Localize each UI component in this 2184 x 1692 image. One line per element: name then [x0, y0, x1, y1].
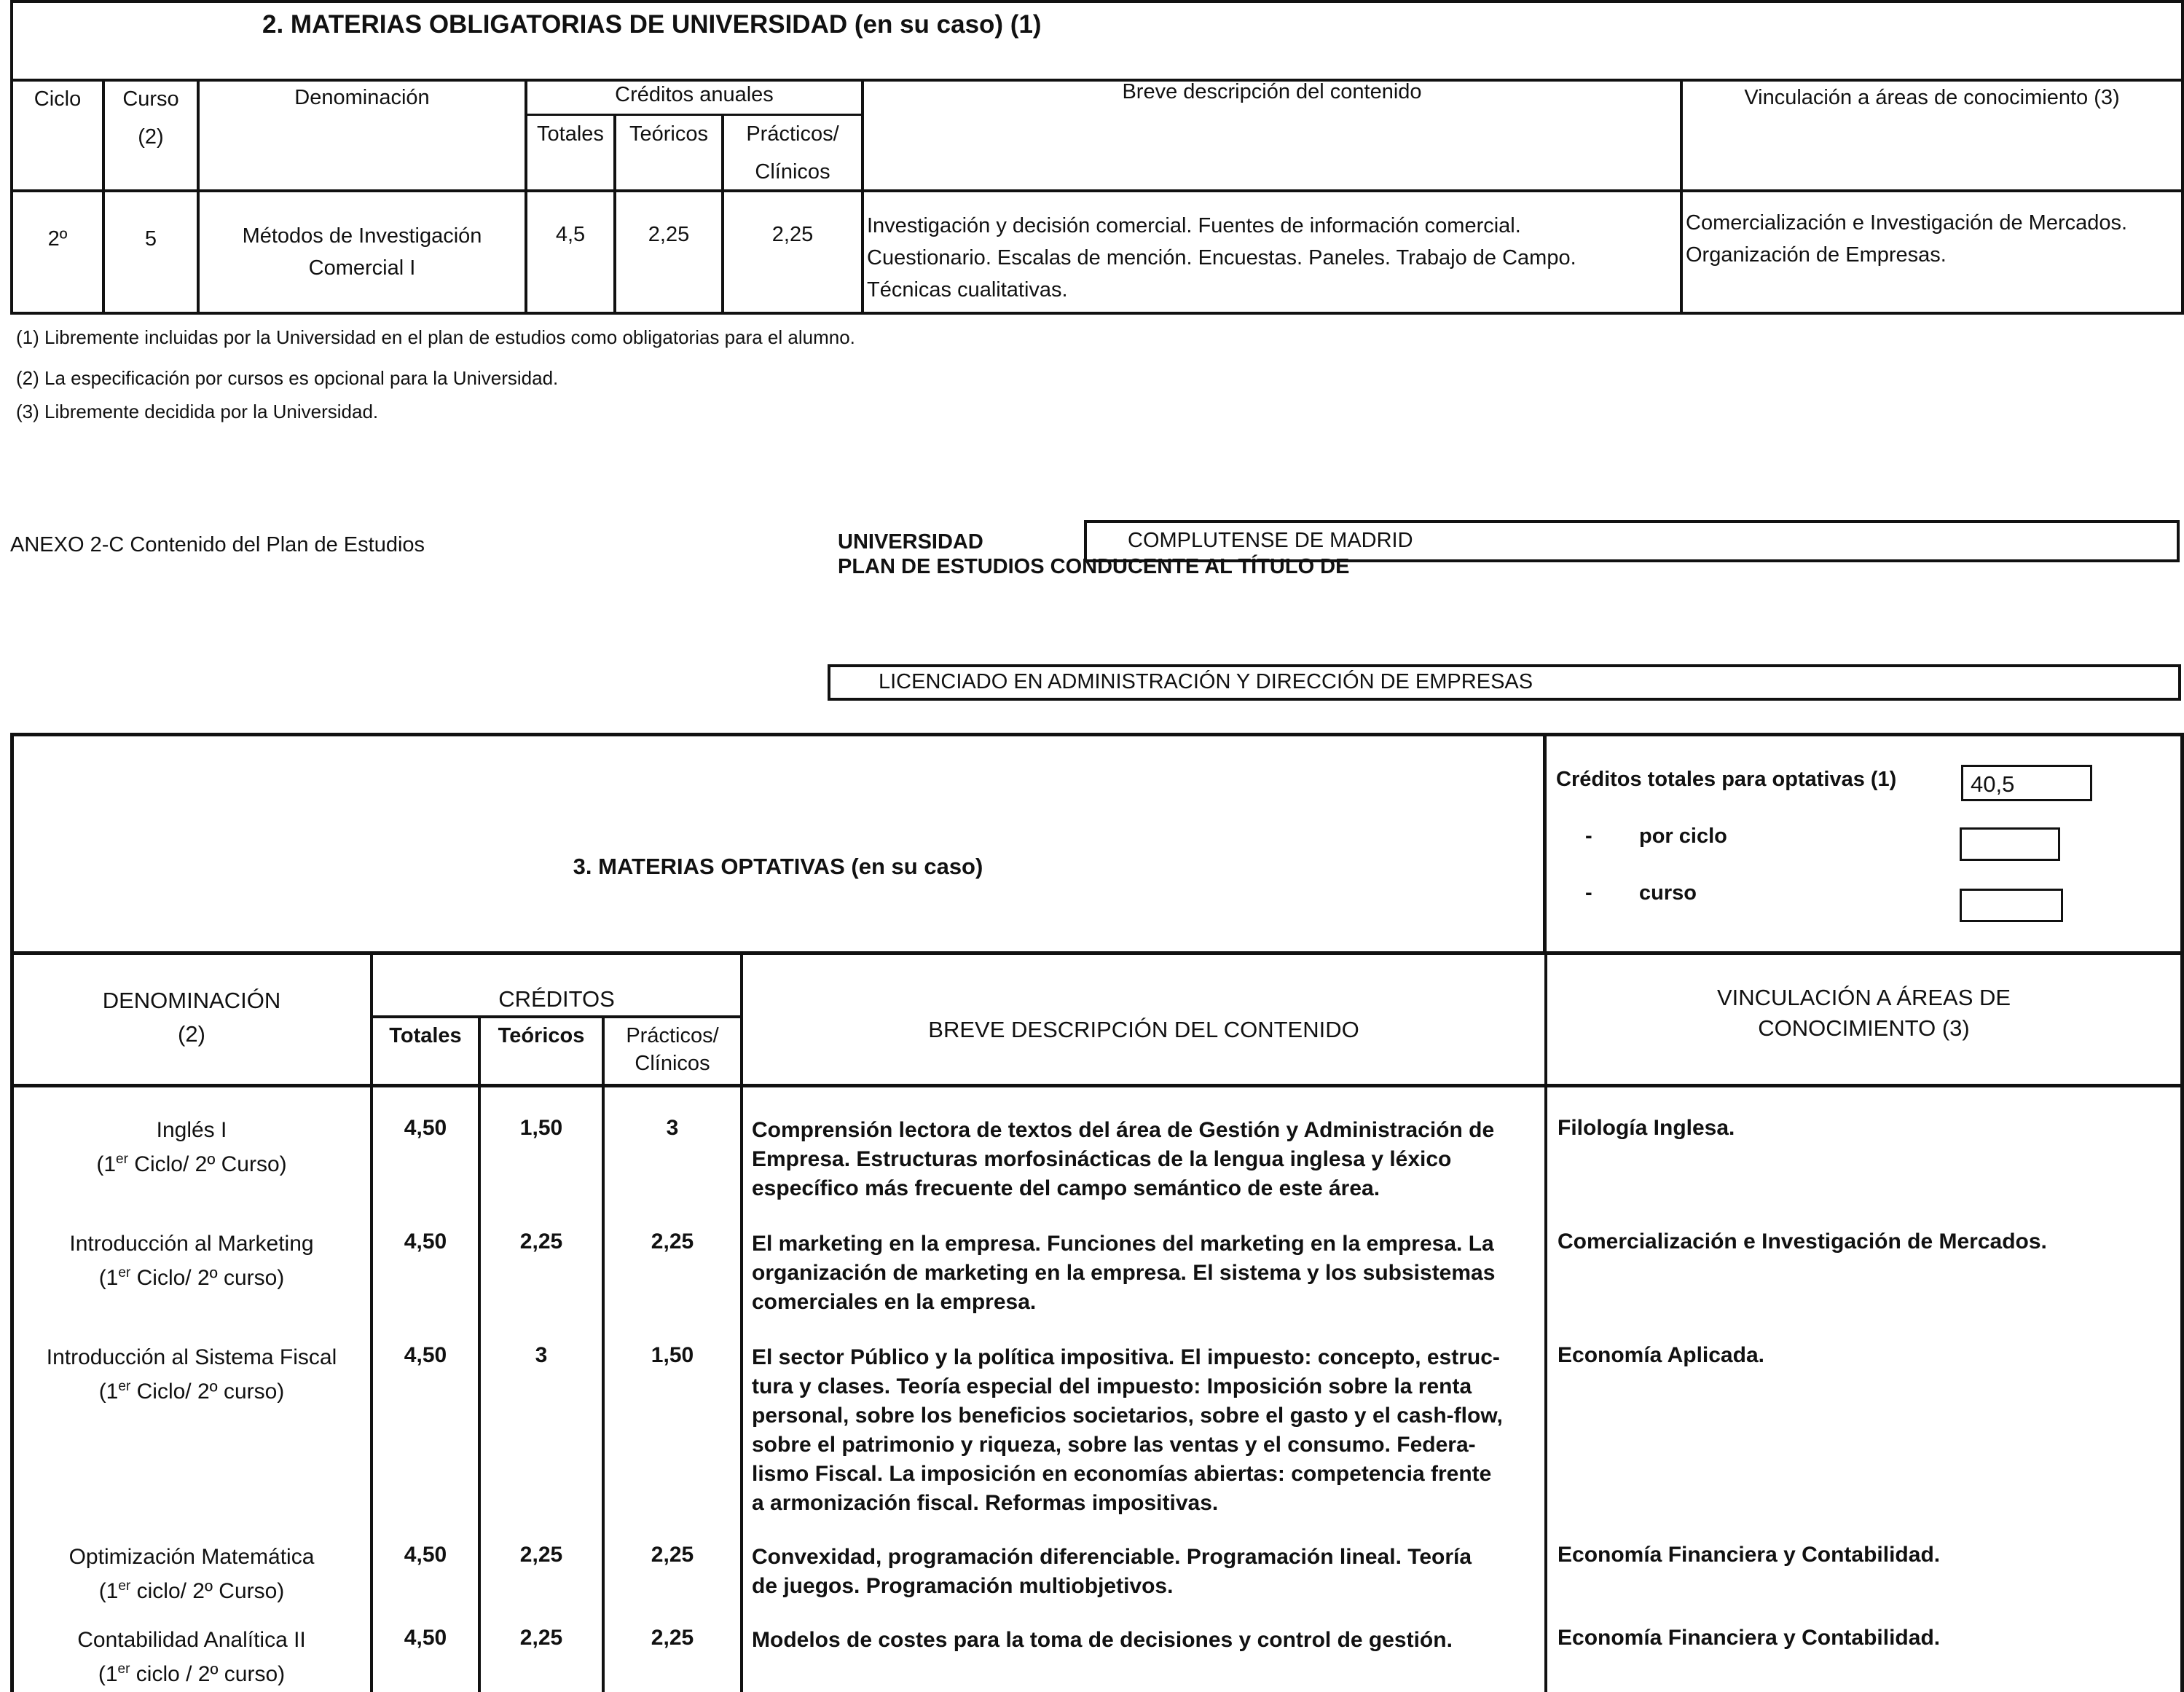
- col-descripcion-header: Breve descripción del contenido: [1122, 80, 1422, 103]
- row-area-1: Comercialización e Investigación de Mercados.: [1686, 211, 2128, 235]
- section2-title: 2. MATERIAS OBLIGATORIAS DE UNIVERSIDAD (en su caso) (1): [262, 10, 1042, 39]
- plan-label: PLAN DE ESTUDIOS CONDUCENTE AL TÍTULO DE: [838, 555, 1350, 578]
- col-practicos-header-2: Clínicos: [635, 1052, 710, 1075]
- row-subtitle: [13, 1572, 370, 1606]
- row-subtitle-sup: er: [117, 1661, 130, 1677]
- row-subtitle-sup: er: [118, 1578, 131, 1594]
- col-curso-note: (2): [138, 125, 164, 149]
- col-descripcion-header: BREVE DESCRIPCIÓN DEL CONTENIDO: [928, 1017, 1359, 1042]
- row-name: Introducción al Sistema Fiscal: [46, 1345, 337, 1369]
- col-vinculacion-header-2: CONOCIMIENTO (3): [1758, 1015, 1970, 1041]
- row-desc-line: Empresa. Estructuras morfosinácticas de la lengua inglesa y léxico: [752, 1147, 1452, 1171]
- col-vinculacion-header: VINCULACIÓN A ÁREAS DE: [1716, 985, 2011, 1010]
- row-subtitle-sup: er: [116, 1152, 128, 1167]
- row-subtitle-post: Ciclo/ 2º Curso): [127, 1152, 287, 1176]
- row-ciclo: 2º: [47, 227, 68, 251]
- row-area: Comercialización e Investigación de Mercados.: [1558, 1229, 2047, 1254]
- col-curso-header: Curso: [122, 87, 179, 111]
- row-desc-line: de juegos. Programación multiobjetivos.: [752, 1574, 1174, 1598]
- col-totales-header: Totales: [389, 1024, 462, 1047]
- col-denominacion-note: (2): [178, 1021, 205, 1047]
- row-subtitle-post: ciclo / 2º curso): [130, 1662, 286, 1686]
- por-ciclo-box: [1960, 827, 2060, 861]
- row-totales: 4,50: [404, 1626, 447, 1650]
- row-subtitle: [13, 1145, 370, 1179]
- row-desc-line: a armonización fiscal. Reformas impositivas.: [752, 1491, 1219, 1515]
- row-subtitle-pre: (1: [98, 1662, 118, 1686]
- row-subtitle-pre: (1: [96, 1152, 117, 1176]
- row-desc-line: comerciales en la empresa.: [752, 1290, 1037, 1314]
- row-curso: 5: [144, 227, 157, 251]
- row-desc-line: organización de marketing en la empresa. El sistema y los subsistemas: [752, 1261, 1496, 1285]
- row-area-2: Organización de Empresas.: [1686, 243, 1947, 267]
- row-name: Contabilidad Analítica II: [77, 1628, 306, 1652]
- row-teoricos: 1,50: [519, 1116, 563, 1140]
- creditos-totales-label: Créditos totales para optativas (1): [1556, 768, 1897, 791]
- titulo-box: [828, 664, 2181, 701]
- row-subtitle: [13, 1655, 370, 1689]
- row-subtitle-pre: (1: [98, 1380, 119, 1404]
- row-subtitle-sup: er: [118, 1379, 131, 1394]
- row-desc-line: Modelos de costes para la toma de decisiones y control de gestión.: [752, 1628, 1453, 1652]
- footnote-1: (1) Libremente incluidas por la Universidad en el plan de estudios como obligatorias para el alumno.: [16, 326, 855, 348]
- creditos-totales-value: 40,5: [1971, 771, 2015, 797]
- row-totales: 4,5: [555, 223, 586, 246]
- row-name: Inglés I: [156, 1118, 227, 1142]
- footnote-3: (3) Libremente decidida por la Universidad.: [16, 401, 379, 422]
- col-denominacion-header: Denominación: [294, 86, 430, 109]
- row-practicos: 1,50: [651, 1343, 694, 1367]
- row-denominacion-2: Comercial I: [308, 256, 416, 280]
- row-desc-line: tura y clases. Teoría especial del impuesto: Imposición sobre la renta: [752, 1374, 1472, 1398]
- por-ciclo-label: por ciclo: [1639, 825, 1727, 848]
- row-totales: 4,50: [404, 1343, 447, 1367]
- row-name: Optimización Matemática: [68, 1545, 315, 1569]
- row-subtitle-pre: (1: [98, 1579, 119, 1603]
- row-teoricos: 2,25: [648, 223, 690, 246]
- row-teoricos: 2,25: [519, 1543, 563, 1567]
- row-subtitle-post: Ciclo/ 2º curso): [130, 1380, 285, 1404]
- col-vinculacion-header: Vinculación a áreas de conocimiento (3): [1744, 86, 2120, 109]
- section3-title: 3. MATERIAS OPTATIVAS (en su caso): [573, 854, 983, 879]
- row-desc-3: Técnicas cualitativas.: [867, 278, 1068, 302]
- footnote-2: (2) La especificación por cursos es opcional para la Universidad.: [16, 367, 559, 389]
- row-practicos: 2,25: [651, 1543, 694, 1567]
- col-teoricos-header: Teóricos: [498, 1024, 585, 1047]
- titulo-value: LICENCIADO EN ADMINISTRACIÓN Y DIRECCIÓN DE EMPRESAS: [879, 670, 1533, 693]
- col-creditos-header: CRÉDITOS: [498, 986, 615, 1012]
- row-desc-2: Cuestionario. Escalas de mención. Encuestas. Paneles. Trabajo de Campo.: [867, 246, 1576, 269]
- col-teoricos-header: Teóricos: [629, 122, 708, 146]
- row-subtitle-sup: er: [118, 1265, 131, 1280]
- row-desc-line: personal, sobre los beneficios societarios, sobre el gasto y el cash-flow,: [752, 1404, 1503, 1428]
- row-subtitle-post: Ciclo/ 2º curso): [130, 1266, 285, 1290]
- row-name: Introducción al Marketing: [69, 1232, 314, 1256]
- row-totales: 4,50: [404, 1116, 447, 1140]
- universidad-label: UNIVERSIDAD: [838, 530, 983, 554]
- col-creditos-header: Créditos anuales: [615, 83, 774, 106]
- col-practicos-header: Prácticos/: [746, 122, 839, 146]
- dash-1: -: [1585, 825, 1592, 848]
- row-desc-line: sobre el patrimonio y riqueza, sobre las ventas y el consumo. Federa-: [752, 1433, 1476, 1457]
- dash-2: -: [1585, 881, 1592, 905]
- anexo-label: ANEXO 2-C Contenido del Plan de Estudios: [10, 533, 425, 556]
- row-desc-line: Convexidad, programación diferenciable. Programación lineal. Teoría: [752, 1545, 1472, 1569]
- row-desc-line: El marketing en la empresa. Funciones del marketing en la empresa. La: [752, 1232, 1494, 1256]
- row-subtitle-post: ciclo/ 2º Curso): [130, 1579, 285, 1603]
- row-area: Economía Aplicada.: [1558, 1343, 1764, 1367]
- row-practicos: 2,25: [651, 1626, 694, 1650]
- col-practicos-header-2: Clínicos: [755, 160, 830, 184]
- row-desc-line: El sector Público y la política impositiva. El impuesto: concepto, estruc-: [752, 1345, 1500, 1369]
- row-denominacion-1: Métodos de Investigación: [242, 224, 482, 248]
- row-totales: 4,50: [404, 1229, 447, 1254]
- col-ciclo-header: Ciclo: [34, 87, 82, 111]
- row-practicos: 2,25: [771, 223, 814, 246]
- col-denominacion-header: DENOMINACIÓN: [102, 988, 281, 1013]
- col-totales-header: Totales: [537, 122, 604, 146]
- row-desc-line: lismo Fiscal. La imposición en economías abiertas: competencia frente: [752, 1462, 1492, 1486]
- col-practicos-header: Prácticos/: [626, 1024, 719, 1047]
- curso-box: [1960, 889, 2063, 922]
- row-area: Filología Inglesa.: [1558, 1116, 1735, 1140]
- row-area: Economía Financiera y Contabilidad.: [1558, 1626, 1941, 1650]
- row-teoricos: 3: [535, 1343, 548, 1367]
- row-subtitle: [13, 1372, 370, 1406]
- creditos-totales-box: [1961, 765, 2092, 801]
- row-teoricos: 2,25: [519, 1626, 563, 1650]
- row-subtitle-pre: (1: [98, 1266, 119, 1290]
- row-teoricos: 2,25: [519, 1229, 563, 1254]
- row-desc-1: Investigación y decisión comercial. Fuentes de información comercial.: [867, 214, 1521, 237]
- row-practicos: 3: [666, 1116, 679, 1140]
- curso-label: curso: [1639, 881, 1697, 905]
- universidad-value: COMPLUTENSE DE MADRID: [1128, 529, 1413, 552]
- row-area: Economía Financiera y Contabilidad.: [1558, 1543, 1941, 1567]
- row-subtitle: [13, 1259, 370, 1293]
- row-totales: 4,50: [404, 1543, 447, 1567]
- row-desc-line: Comprensión lectora de textos del área de Gestión y Administración de: [752, 1118, 1495, 1142]
- row-desc-line: específico más frecuente del campo semántico de este área.: [752, 1176, 1380, 1200]
- row-practicos: 2,25: [651, 1229, 694, 1254]
